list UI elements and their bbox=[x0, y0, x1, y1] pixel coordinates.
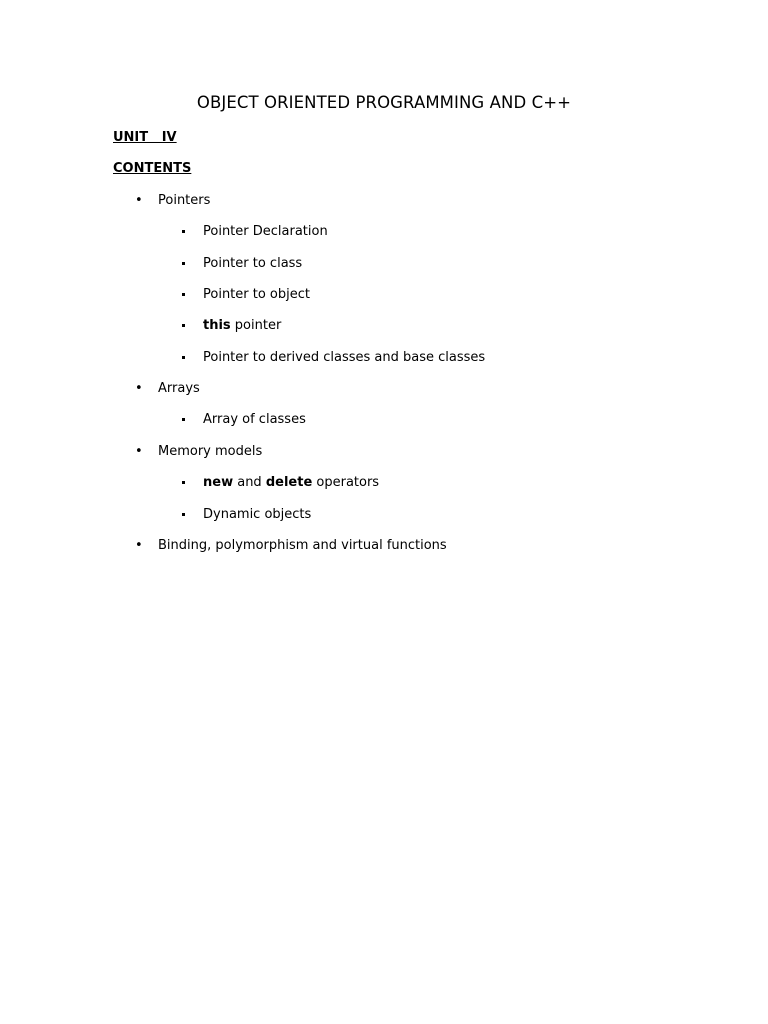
list-subitem-label: Pointer to object bbox=[203, 287, 310, 302]
list-subitem bbox=[203, 255, 302, 273]
bullet-icon: • bbox=[135, 193, 143, 208]
list-item-label: Arrays bbox=[158, 381, 200, 396]
list-subitem-label: Dynamic objects bbox=[203, 507, 312, 522]
contents-heading: CONTENTS bbox=[113, 161, 192, 176]
unit-heading: UNIT IV bbox=[113, 130, 177, 145]
list-subitem bbox=[203, 411, 306, 429]
bullet-icon: • bbox=[135, 381, 143, 396]
square-bullet-icon bbox=[182, 356, 185, 359]
list-subitem-label: Pointer to class bbox=[203, 256, 303, 271]
list-subitem bbox=[203, 317, 281, 335]
bullet-icon: • bbox=[135, 444, 143, 459]
square-bullet-icon bbox=[182, 513, 185, 516]
square-bullet-icon bbox=[182, 230, 185, 233]
list-item-arrays bbox=[135, 380, 200, 398]
bullet-icon: • bbox=[135, 538, 143, 553]
square-bullet-icon bbox=[182, 293, 185, 296]
list-item-label: Binding, polymorphism and virtual functions bbox=[158, 538, 447, 553]
list-subitem bbox=[203, 349, 485, 367]
list-subitem-label: Array of classes bbox=[203, 412, 306, 427]
list-item-pointers bbox=[135, 192, 211, 210]
list-subitem-label: and bbox=[233, 475, 266, 490]
list-item-memory-models bbox=[135, 443, 263, 461]
list-subitem bbox=[203, 286, 310, 304]
list-subitem-label: Pointer Declaration bbox=[203, 224, 328, 239]
list-subitem-label: Pointer to derived classes and base classes bbox=[203, 350, 486, 365]
list-subitem bbox=[203, 474, 379, 492]
keyword-this: this bbox=[203, 318, 231, 333]
square-bullet-icon bbox=[182, 481, 185, 484]
keyword-delete: delete bbox=[265, 475, 313, 490]
list-subitem-label: operators bbox=[312, 475, 380, 490]
list-item-label: Pointers bbox=[158, 193, 211, 208]
list-subitem-label: pointer bbox=[230, 318, 282, 333]
list-subitem bbox=[203, 223, 328, 241]
square-bullet-icon bbox=[182, 324, 185, 327]
list-subitem bbox=[203, 506, 311, 524]
keyword-new: new bbox=[203, 475, 234, 490]
list-item-label: Memory models bbox=[158, 444, 263, 459]
document-title: OBJECT ORIENTED PROGRAMMING AND C++ bbox=[196, 93, 572, 112]
list-item-binding bbox=[135, 537, 447, 555]
square-bullet-icon bbox=[182, 418, 185, 421]
square-bullet-icon bbox=[182, 262, 185, 265]
